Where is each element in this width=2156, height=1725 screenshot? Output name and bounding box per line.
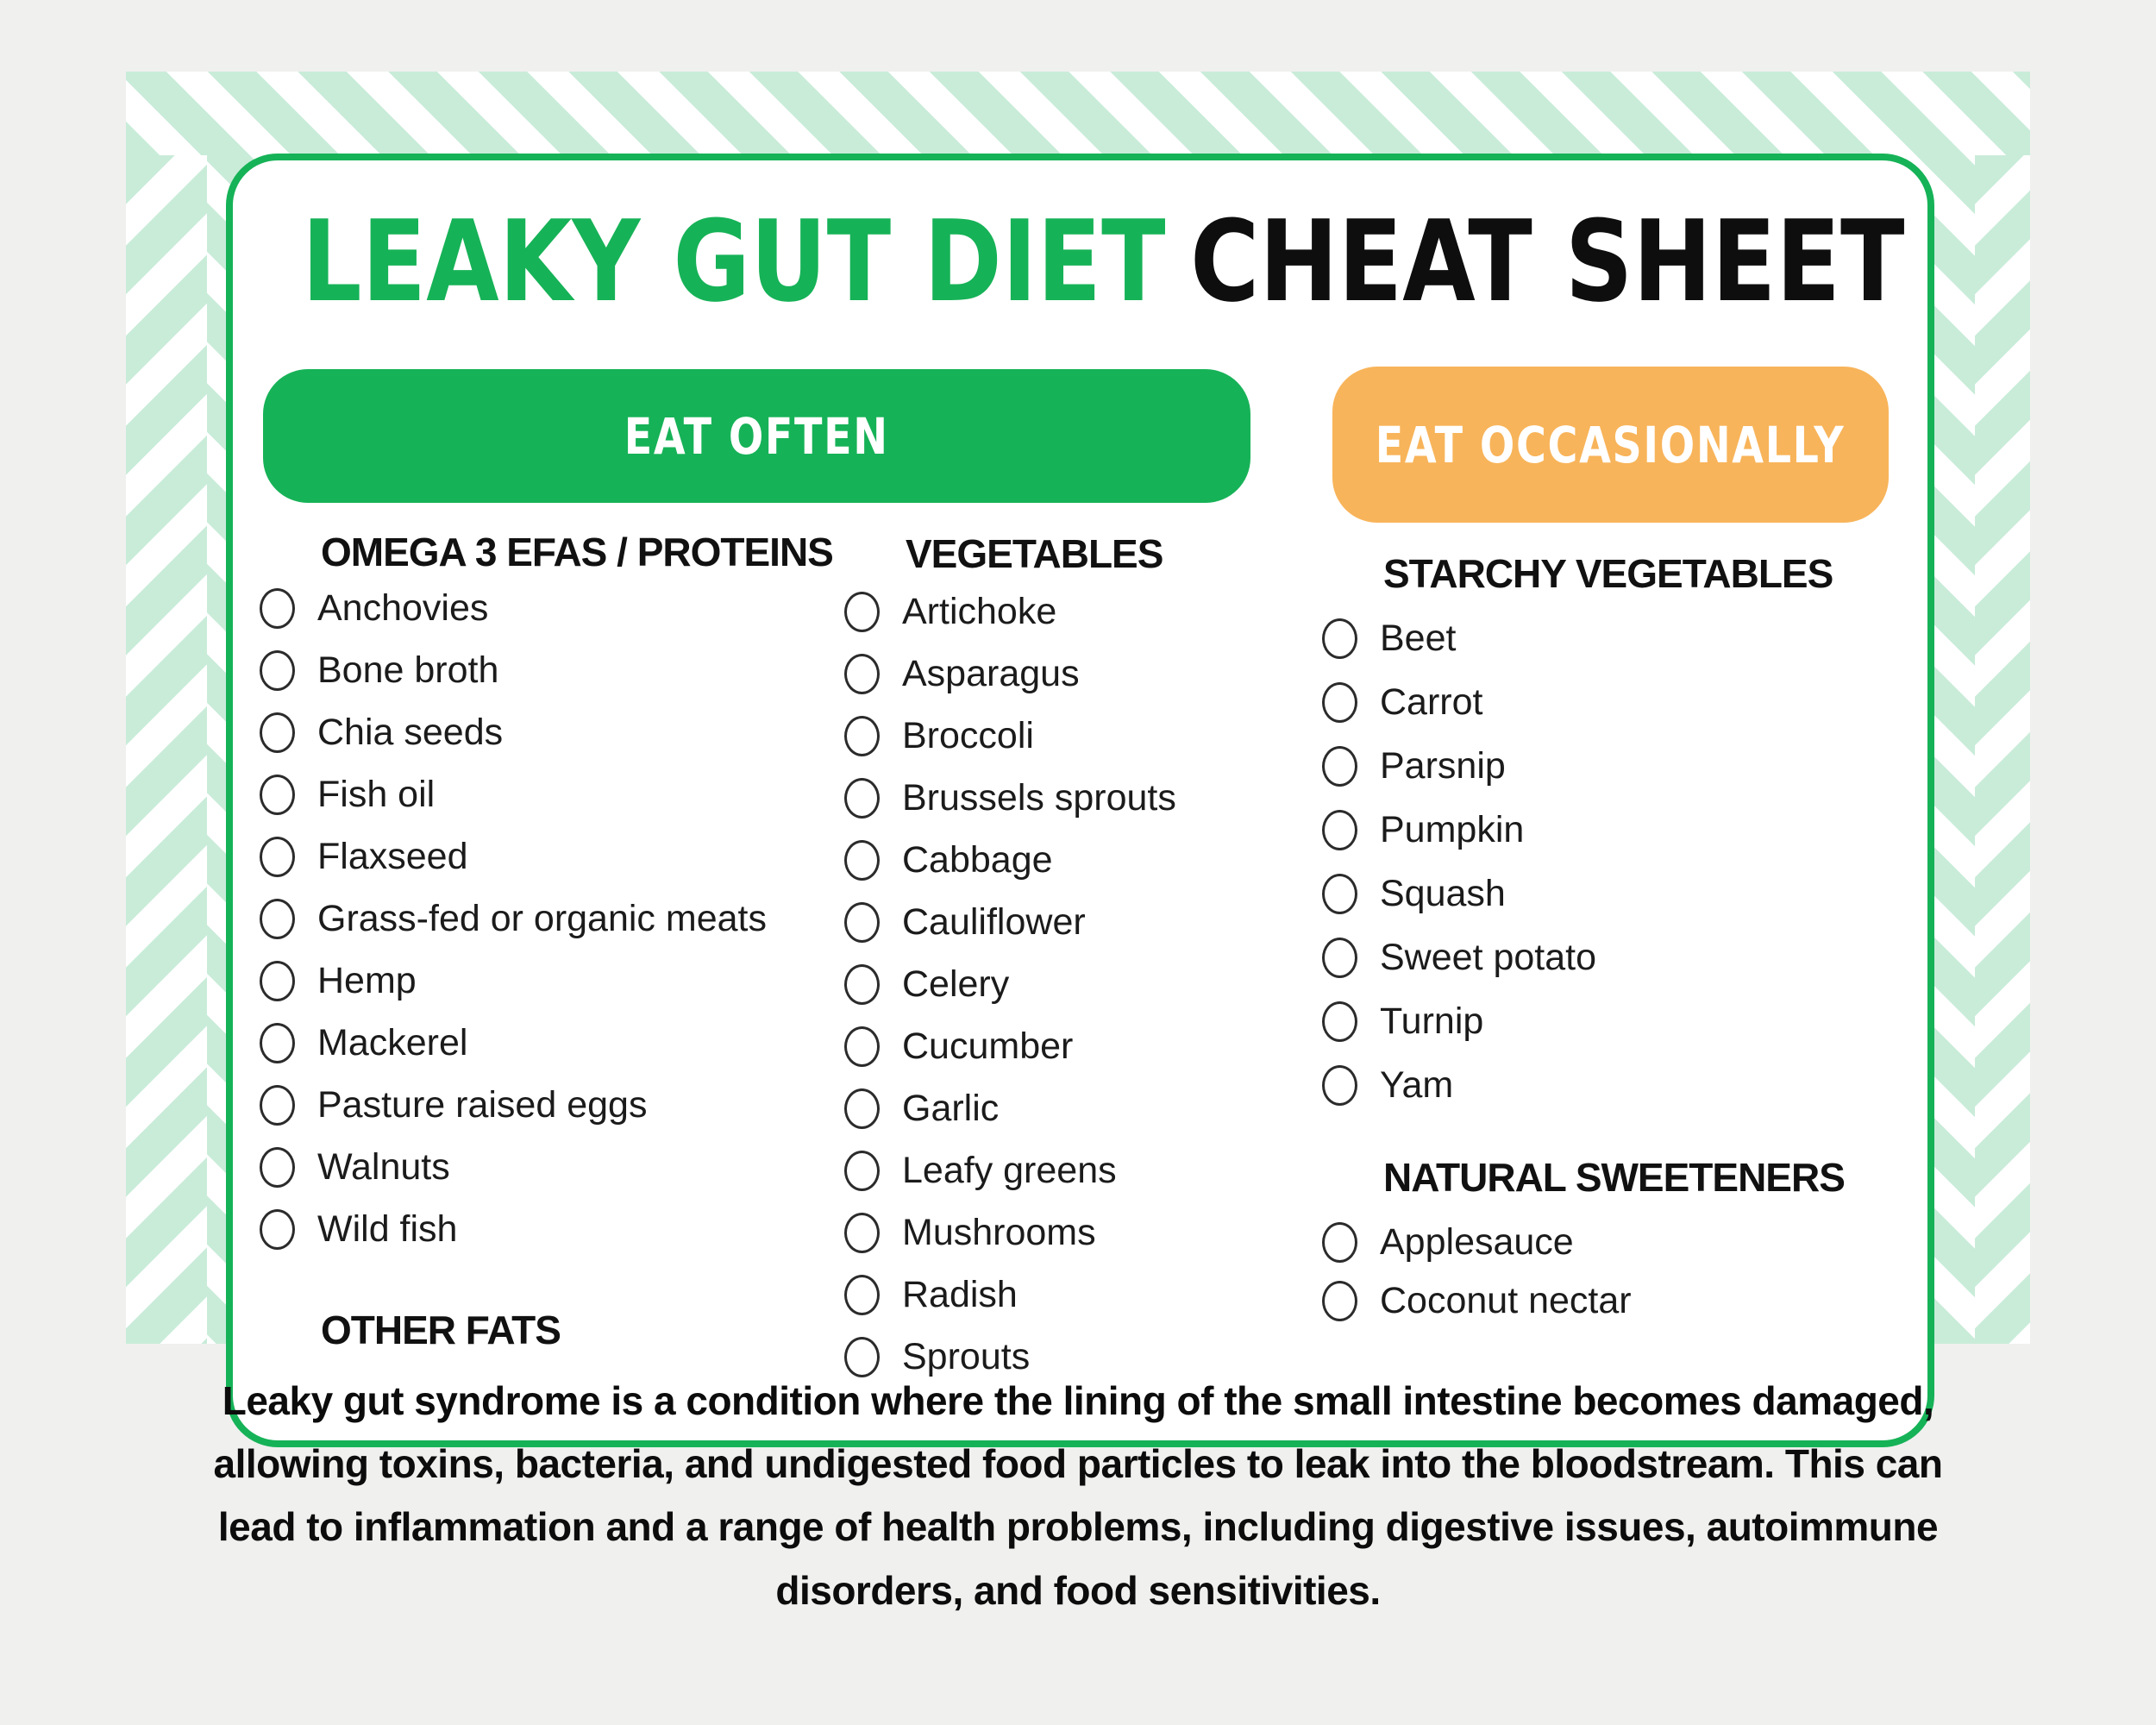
checkbox-circle[interactable] xyxy=(260,650,295,691)
checkbox-circle[interactable] xyxy=(1322,1065,1357,1106)
checkbox-circle[interactable] xyxy=(260,1085,295,1126)
eat-occasionally-label: EAT OCCASIONALLY xyxy=(1376,415,1846,474)
checklist-item xyxy=(1322,607,1456,669)
page-title-green: LEAKY GUT DIET xyxy=(302,196,1166,327)
checkbox-circle[interactable] xyxy=(1322,1281,1357,1321)
checkbox-circle[interactable] xyxy=(844,1026,880,1067)
checklist-item xyxy=(260,577,488,639)
checklist-item xyxy=(1322,735,1506,797)
checkbox-circle[interactable] xyxy=(1322,746,1357,787)
item-label: Squash xyxy=(1380,872,1506,914)
checklist-item xyxy=(844,1139,1117,1201)
item-label: Chia seeds xyxy=(317,711,504,753)
checklist-item xyxy=(844,705,1034,767)
checklist-item xyxy=(844,767,1176,829)
checkbox-circle[interactable] xyxy=(1322,938,1357,978)
checkbox-circle[interactable] xyxy=(844,1275,880,1315)
poster-panel xyxy=(126,72,2030,1377)
item-label: Sweet potato xyxy=(1380,936,1597,978)
checkbox-circle[interactable] xyxy=(844,902,880,943)
checklist-item xyxy=(844,891,1086,953)
item-label: Asparagus xyxy=(902,652,1080,694)
item-label: Pumpkin xyxy=(1380,808,1525,850)
item-label: Radish xyxy=(902,1273,1018,1315)
section-header: OTHER FATS xyxy=(321,1308,561,1352)
checkbox-circle[interactable] xyxy=(1322,810,1357,850)
section-header: STARCHY VEGETABLES xyxy=(1383,551,1833,596)
item-label: Cabbage xyxy=(902,838,1053,881)
checkbox-circle[interactable] xyxy=(260,1147,295,1188)
checklist-item xyxy=(260,701,503,763)
checkbox-circle[interactable] xyxy=(260,899,295,939)
checklist-item xyxy=(844,1015,1073,1077)
checkbox-circle[interactable] xyxy=(844,964,880,1005)
checkbox-circle[interactable] xyxy=(844,1088,880,1129)
checkbox-circle[interactable] xyxy=(1322,1001,1357,1042)
section-header: VEGETABLES xyxy=(906,531,1163,576)
checklist-item xyxy=(260,1198,457,1260)
item-label: Broccoli xyxy=(902,714,1034,756)
item-label: Cucumber xyxy=(902,1025,1074,1067)
checkbox-circle[interactable] xyxy=(844,654,880,694)
page-title xyxy=(302,196,1905,327)
checkbox-circle[interactable] xyxy=(844,1151,880,1191)
item-label: Celery xyxy=(902,963,1010,1005)
eat-occasionally-button[interactable] xyxy=(1332,367,1889,523)
item-label: Bone broth xyxy=(317,649,499,691)
item-label: Sprouts xyxy=(902,1335,1031,1377)
stripe-background-left xyxy=(126,155,207,1344)
checklist-item xyxy=(260,888,767,950)
checklist-item xyxy=(1322,926,1596,988)
item-label: Grass-fed or organic meats xyxy=(317,897,767,939)
checkbox-circle[interactable] xyxy=(844,1213,880,1253)
checklist-item xyxy=(1322,671,1482,733)
checkbox-circle[interactable] xyxy=(844,592,880,632)
checklist-item xyxy=(260,825,467,888)
item-label: Garlic xyxy=(902,1087,1000,1129)
checkbox-circle[interactable] xyxy=(260,1023,295,1063)
item-label: Flaxseed xyxy=(317,835,468,877)
checkbox-circle[interactable] xyxy=(844,840,880,881)
item-label: Mushrooms xyxy=(902,1211,1096,1253)
checklist-item xyxy=(844,1201,1096,1264)
item-label: Wild fish xyxy=(317,1208,458,1250)
item-label: Pasture raised eggs xyxy=(317,1083,648,1126)
checklist-item xyxy=(260,1074,647,1136)
item-label: Applesauce xyxy=(1380,1220,1574,1263)
item-label: Artichoke xyxy=(902,590,1057,632)
checklist-item xyxy=(844,580,1056,643)
checkbox-circle[interactable] xyxy=(844,716,880,756)
checkbox-circle[interactable] xyxy=(260,961,295,1001)
checklist-item xyxy=(844,643,1080,705)
checklist-item xyxy=(844,829,1053,891)
checklist-item xyxy=(260,1136,450,1198)
item-label: Cauliflower xyxy=(902,900,1086,943)
caption-line: disorders, and food sensitivities. xyxy=(775,1568,1381,1613)
item-label: Anchovies xyxy=(317,586,489,629)
item-label: Parsnip xyxy=(1380,744,1506,787)
item-label: Mackerel xyxy=(317,1021,468,1063)
item-label: Turnip xyxy=(1380,1000,1484,1042)
item-label: Walnuts xyxy=(317,1145,450,1188)
item-label: Coconut nectar xyxy=(1380,1279,1632,1321)
caption-line: allowing toxins, bacteria, and undigested food particles to leak into the bloodstream. This can xyxy=(213,1441,1943,1486)
checklist-item xyxy=(260,950,417,1012)
item-label: Beet xyxy=(1380,617,1457,659)
checkbox-circle[interactable] xyxy=(260,712,295,753)
checklist-item xyxy=(844,1077,999,1139)
section-header: OMEGA 3 EFAS / PROTEINS xyxy=(321,530,833,574)
checklist-item xyxy=(260,1012,467,1074)
checkbox-circle[interactable] xyxy=(844,778,880,819)
checklist-item xyxy=(1322,862,1506,925)
checklist-item xyxy=(1322,1054,1453,1116)
eat-often-button[interactable] xyxy=(263,369,1250,503)
checkbox-circle[interactable] xyxy=(1322,1222,1357,1263)
checklist-item xyxy=(260,639,498,701)
checkbox-circle[interactable] xyxy=(260,588,295,629)
item-label: Hemp xyxy=(317,959,417,1001)
item-label: Brussels sprouts xyxy=(902,776,1176,819)
checklist-item xyxy=(1322,1211,1574,1273)
checkbox-circle[interactable] xyxy=(260,1209,295,1250)
checkbox-circle[interactable] xyxy=(1322,618,1357,659)
item-label: Carrot xyxy=(1380,681,1483,723)
checkbox-circle[interactable] xyxy=(260,837,295,877)
checklist-item xyxy=(844,953,1009,1015)
checkbox-circle[interactable] xyxy=(1322,874,1357,914)
item-label: Leafy greens xyxy=(902,1149,1117,1191)
checklist-item xyxy=(1322,799,1524,861)
item-label: Fish oil xyxy=(317,773,436,815)
caption-line: Leaky gut syndrome is a condition where the lining of the small intestine becomes damaged, xyxy=(222,1378,1934,1423)
page-title-black: CHEAT SHEET xyxy=(1190,196,1905,327)
caption-line: lead to inflammation and a range of health problems, including digestive issues, autoimmune xyxy=(217,1504,1939,1549)
item-label: Yam xyxy=(1380,1063,1454,1106)
eat-often-label: EAT OFTEN xyxy=(624,406,890,466)
section-header: NATURAL SWEETENERS xyxy=(1383,1155,1845,1200)
checklist-item xyxy=(1322,1270,1632,1332)
checkbox-circle[interactable] xyxy=(1322,682,1357,723)
checklist-item xyxy=(844,1264,1018,1326)
checklist-item xyxy=(260,763,435,825)
stripe-background-right xyxy=(1975,155,2030,1344)
checklist-item xyxy=(1322,990,1483,1052)
checkbox-circle[interactable] xyxy=(260,775,295,815)
